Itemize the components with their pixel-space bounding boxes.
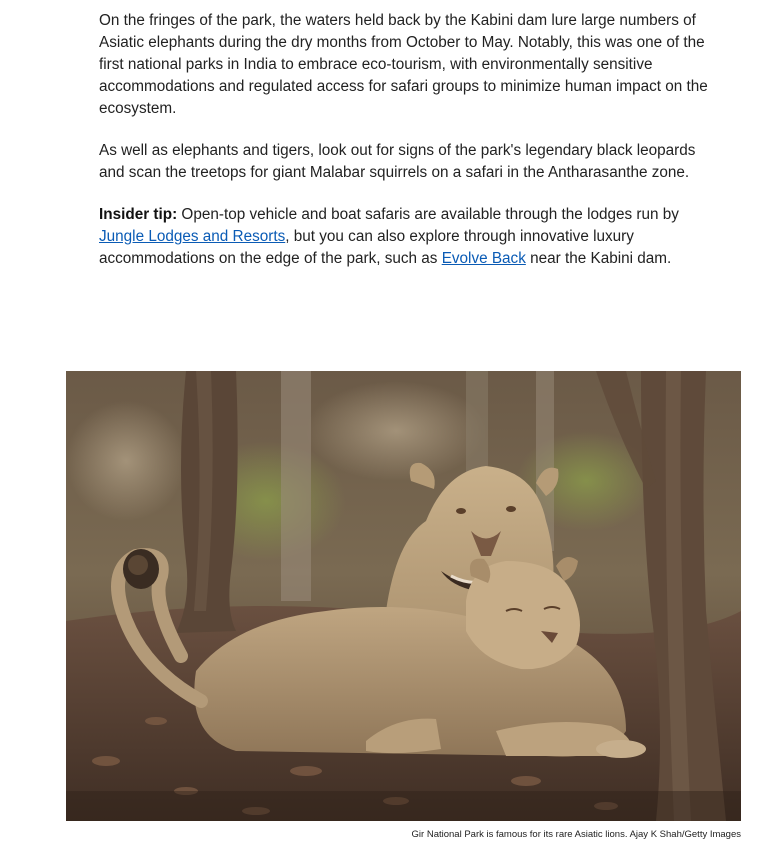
- jungle-lodges-link[interactable]: Jungle Lodges and Resorts: [99, 228, 286, 245]
- lions-photo-illustration: [66, 371, 741, 821]
- evolve-back-link[interactable]: Evolve Back: [441, 250, 526, 267]
- article-photo: [66, 371, 741, 821]
- tip-text: near the Kabini dam.: [525, 250, 672, 267]
- tip-text: , but you can also explore through innovative luxury accommodations on the edge of the park, such as: [99, 228, 634, 267]
- article-body: [99, 10, 719, 290]
- tip-text: Open-top vehicle and boat safaris are available through the lodges run by: [177, 206, 679, 223]
- article-paragraph: On the fringes of the park, the waters held back by the Kabini dam lure large numbers of Asiatic elephants during the dry months from October to May. Notably, this was one of the first national parks in India to embrace eco-tourism, with environmentally sensitive accommodations and regulated access for safari groups to minimize human impact on the ecosystem.: [99, 12, 708, 117]
- article-paragraph: As well as elephants and tigers, look out for signs of the park's legendary black leopards and scan the treetops for giant Malabar squirrels on a safari in the Antharasanthe zone.: [99, 142, 696, 181]
- photo-caption: Gir National Park is famous for its rare Asiatic lions. Ajay K Shah/Getty Images: [411, 829, 741, 840]
- insider-tip-label: Insider tip:: [99, 206, 178, 223]
- insider-tip-paragraph: [99, 204, 719, 270]
